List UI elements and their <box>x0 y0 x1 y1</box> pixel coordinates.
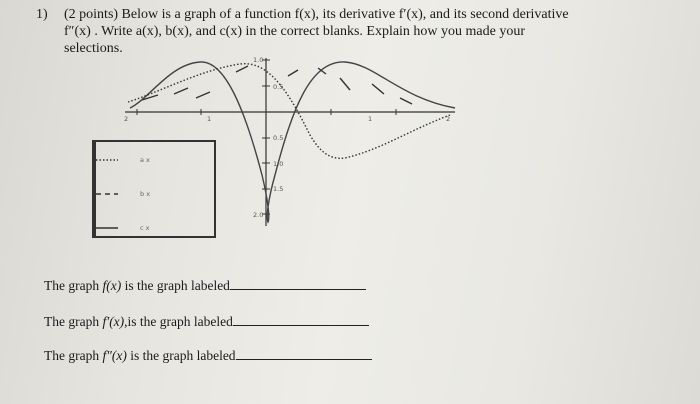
y-tick-label: 0.5 <box>273 83 284 91</box>
answer-blank-3[interactable] <box>236 347 372 360</box>
y-tick-label: 1.0 <box>273 160 284 168</box>
x-tick-label: 1 <box>368 115 373 123</box>
y-tick-label: 2.0 <box>253 211 264 219</box>
question-line-3: selections. <box>64 41 123 56</box>
y-tick-label: 1.5 <box>273 185 284 193</box>
func-label: f(x) <box>102 278 122 293</box>
answer-line-2: The graph f′(x),is the graph labeled <box>44 313 369 330</box>
func-label: f′(x) <box>102 314 125 329</box>
legend-label-c: c x <box>140 224 150 232</box>
question-line-1: (2 points) Below is a graph of a function f(x), its derivative f′(x), and its second derivative <box>64 7 569 22</box>
func-label: f″(x) <box>102 348 127 363</box>
x-tick-label: 2 <box>124 115 129 123</box>
question-line-2: f″(x) . Write a(x), b(x), and c(x) in the correct blanks. Explain how you made your <box>64 24 526 39</box>
answer-line-1: The graph f(x) is the graph labeled <box>44 277 366 294</box>
x-tick-label: 2 <box>446 115 451 123</box>
x-tick-label: 1 <box>207 115 212 123</box>
legend-label-a: a x <box>140 156 150 164</box>
y-tick-label: 0.5 <box>273 134 284 142</box>
answer-blank-2[interactable] <box>233 313 369 326</box>
question-number: 1) <box>36 7 48 22</box>
answer-line-3: The graph f″(x) is the graph labeled <box>44 347 372 364</box>
legend-label-b: b x <box>140 190 151 198</box>
y-tick-label: 1.0 <box>253 56 264 64</box>
answer-blank-1[interactable] <box>230 277 366 290</box>
